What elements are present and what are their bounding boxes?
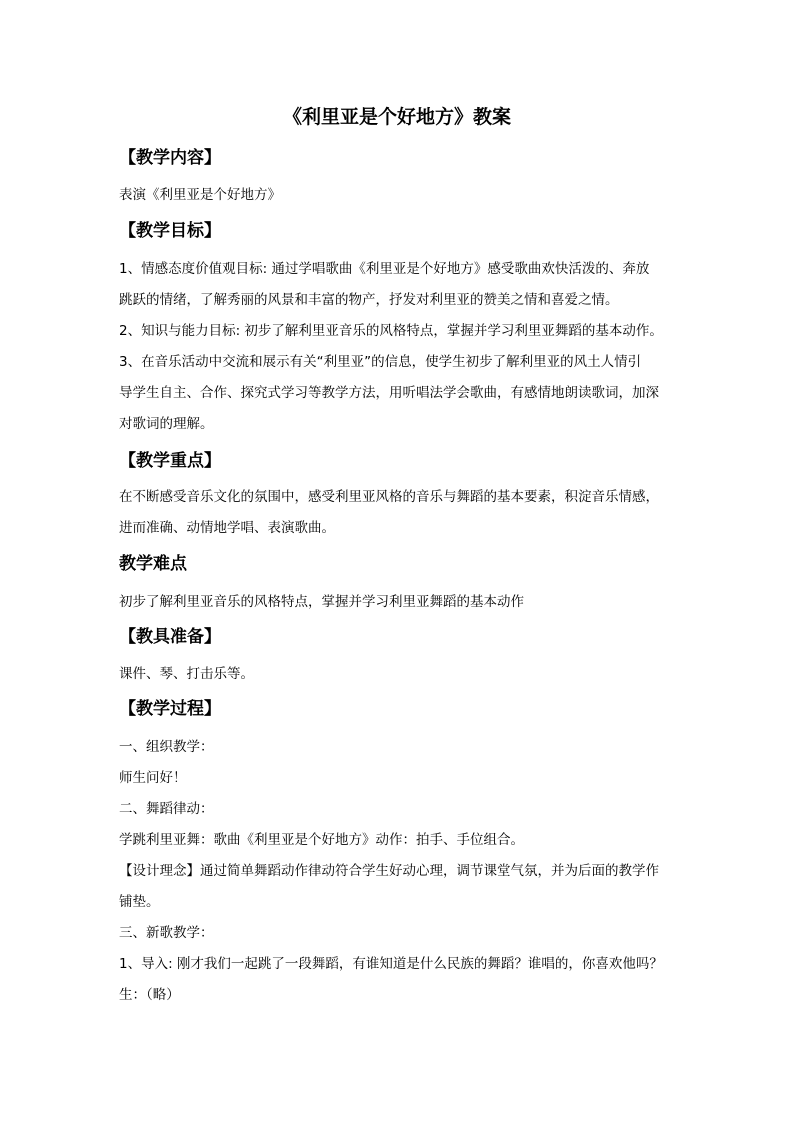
process-step-2-design-line-2: 铺垫。 bbox=[119, 894, 160, 910]
process-step-3-item-1: 1、导入: 刚才我们一起跳了一段舞蹈，有谁知道是什么民族的舞蹈？谁唱的，你喜欢他吗？ bbox=[119, 956, 663, 972]
process-step-2-text: 学跳利里亚舞：歌曲《利里亚是个好地方》动作：拍手、手位组合。 bbox=[119, 832, 524, 848]
objective-3-line-3: 对歌词的理解。 bbox=[119, 416, 214, 432]
process-step-1-title: 一、组织教学： bbox=[119, 739, 214, 755]
process-step-2-design-line-1: 【设计理念】通过简单舞蹈动作律动符合学生好动心理，调节课堂气氛，并为后面的教学作 bbox=[119, 863, 659, 879]
objective-3-line-1: 3、在音乐活动中交流和展示有关“利里亚”的信息，使学生初步了解利里亚的风土人情引 bbox=[119, 354, 642, 370]
process-step-3-title: 三、新歌教学： bbox=[119, 925, 214, 941]
heading-difficulties: 教学难点 bbox=[119, 554, 187, 574]
key-points-line-1: 在不断感受音乐文化的氛围中，感受利里亚风格的音乐与舞蹈的基本要素，积淀音乐情感， bbox=[119, 489, 659, 505]
difficulties-text: 初步了解利里亚音乐的风格特点，掌握并学习利里亚舞蹈的基本动作 bbox=[119, 594, 524, 610]
heading-teaching-objectives: 【教学目标】 bbox=[119, 221, 221, 241]
objective-2: 2、知识与能力目标: 初步了解利里亚音乐的风格特点，掌握并学习利里亚舞蹈的基本动作。 bbox=[119, 323, 663, 339]
materials-text: 课件、琴、打击乐等。 bbox=[119, 666, 254, 682]
heading-teaching-content: 【教学内容】 bbox=[119, 148, 221, 168]
process-step-2-title: 二、舞蹈律动： bbox=[119, 801, 214, 817]
objective-3-line-2: 导学生自主、合作、探究式学习等教学方法，用听唱法学会歌曲，有感情地朗读歌词，加深 bbox=[119, 385, 659, 401]
process-step-1-text: 师生问好！ bbox=[119, 770, 187, 786]
objective-1-line-1: 1、情感态度价值观目标: 通过学唱歌曲《利里亚是个好地方》感受歌曲欢快活泼的、奔放 bbox=[119, 261, 650, 277]
objective-1-line-2: 跳跃的情绪，了解秀丽的风景和丰富的物产，抒发对利里亚的赞美之情和喜爱之情。 bbox=[119, 292, 619, 308]
teaching-content-text: 表演《利里亚是个好地方》 bbox=[119, 187, 281, 203]
process-step-3-student: 生：（略） bbox=[119, 987, 180, 1003]
heading-materials: 【教具准备】 bbox=[119, 627, 221, 647]
key-points-line-2: 进而准确、动情地学唱、表演歌曲。 bbox=[119, 520, 335, 536]
document-title: 《利里亚是个好地方》教案 bbox=[282, 106, 511, 128]
heading-process: 【教学过程】 bbox=[119, 699, 221, 719]
heading-key-points: 【教学重点】 bbox=[119, 451, 221, 471]
